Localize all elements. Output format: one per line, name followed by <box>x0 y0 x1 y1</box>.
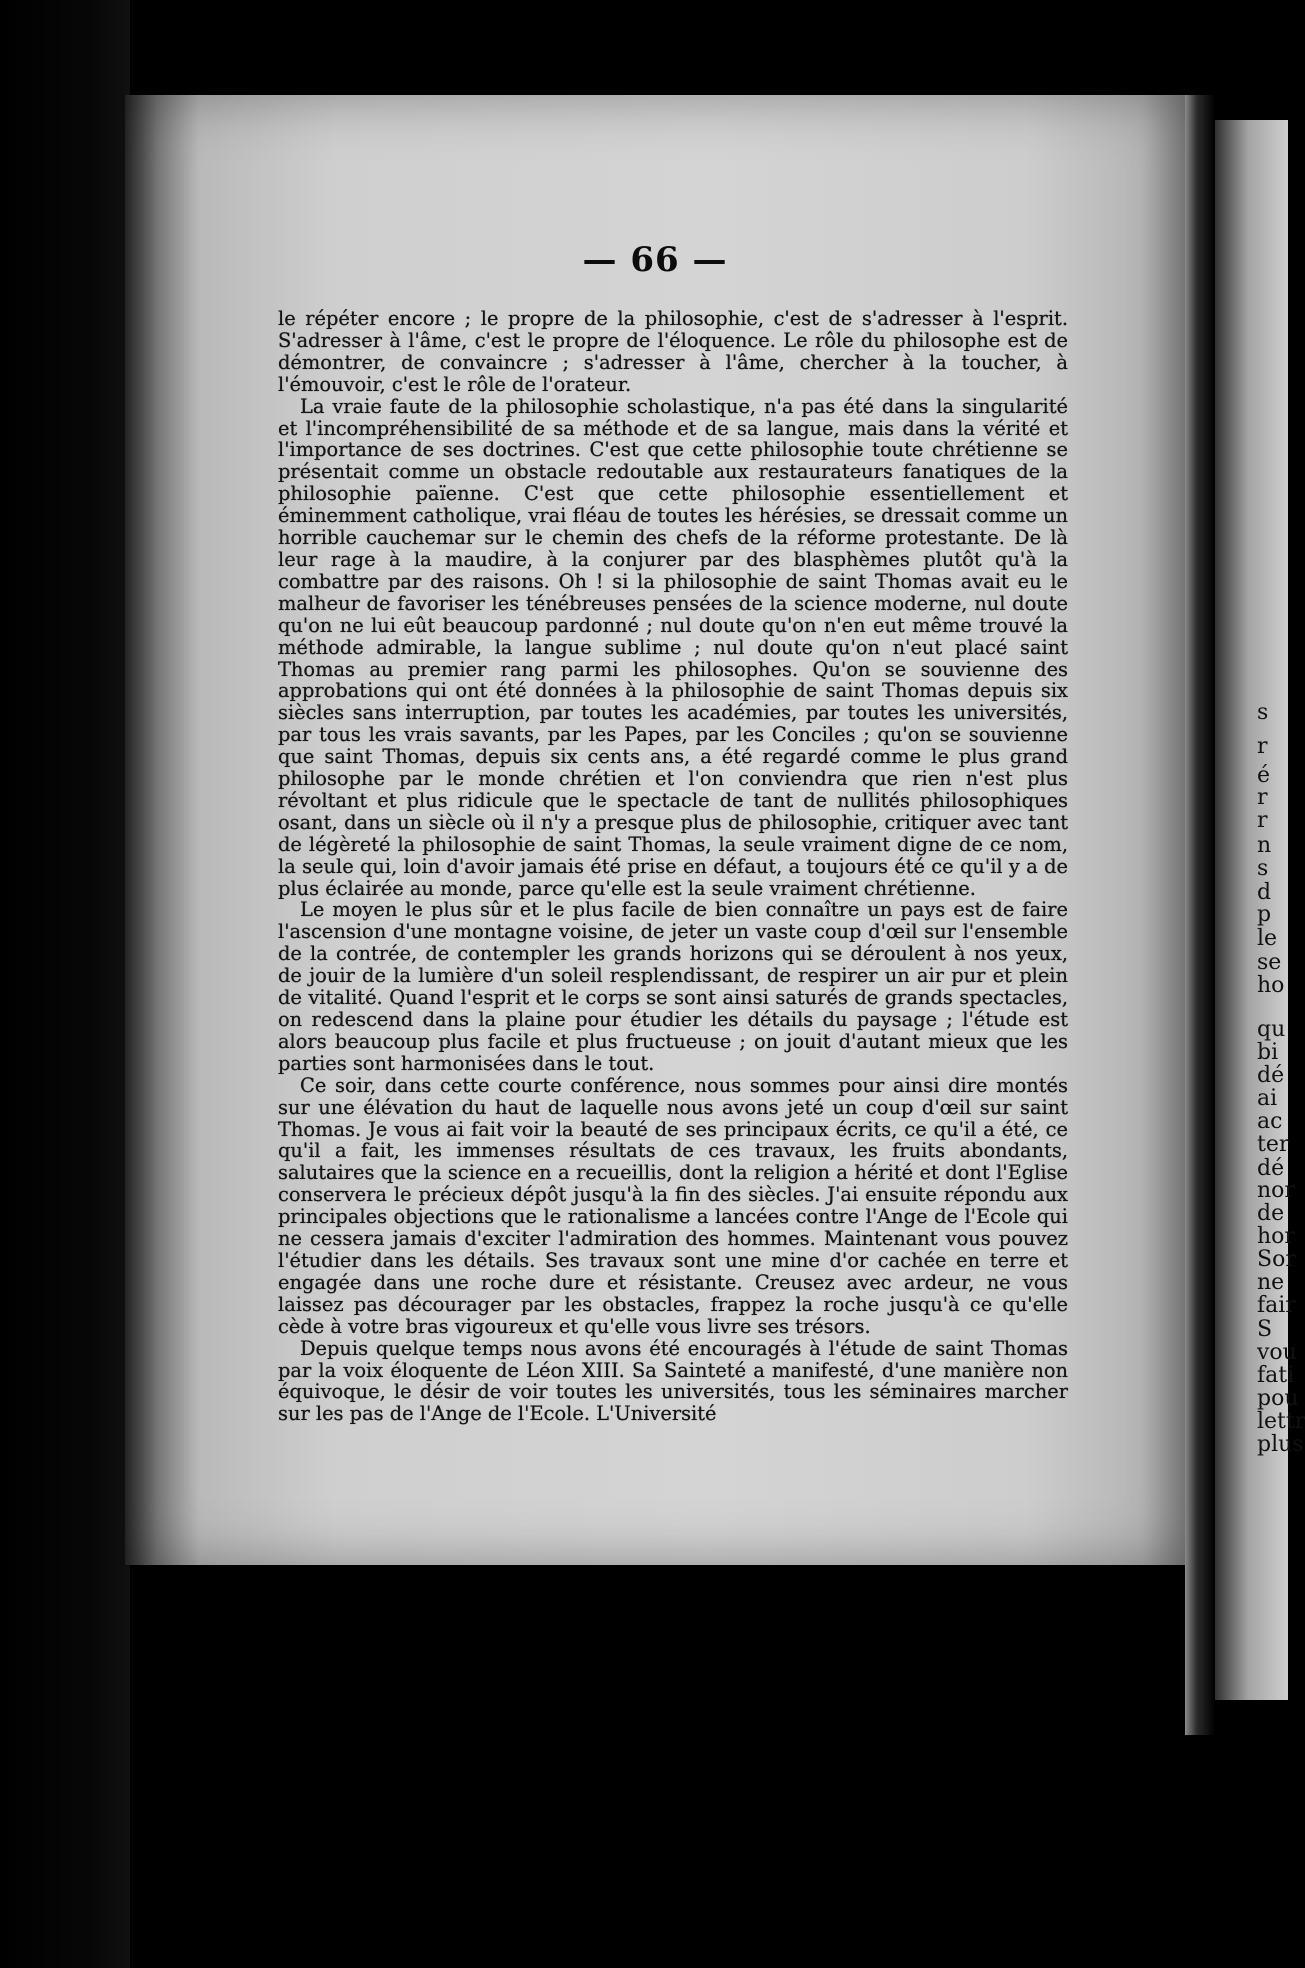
adjacent-page-fragment: s <box>1257 700 1269 725</box>
paragraph: Depuis quelque temps nous avons été encouragés à l'étude de saint Thomas par la voix éloquente de Léon XIII. Sa Sainteté a manifesté, d'une manière non équivoque, le désir de voir toutes les universités, tous les séminaires marcher sur les pas de l'Ange de l'Ecole. L'Université <box>278 1336 1068 1426</box>
adjacent-page-fragment: ter <box>1257 1132 1290 1157</box>
adjacent-page-edge <box>1215 120 1305 1700</box>
adjacent-page-fragment: n <box>1257 833 1272 858</box>
adjacent-page-fragment: hor <box>1257 1224 1295 1249</box>
adjacent-page-fragment: ac <box>1257 1109 1283 1134</box>
left-dark-margin <box>0 0 130 1968</box>
adjacent-page-fragment: s <box>1257 856 1269 881</box>
adjacent-page-fragment: S <box>1257 1317 1273 1342</box>
adjacent-page-fragment: ai <box>1257 1086 1278 1111</box>
adjacent-page-fragment: é <box>1257 763 1271 788</box>
paragraph: le répéter encore ; le propre de la philosophie, c'est de s'adresser à l'esprit. S'adresser à l'âme, c'est le propre de l'éloquence. Le rôle du philosophe est de démontrer, de convaincre ; s'adresser à l'âme, chercher à la toucher, à l'émouvoir, c'est le rôle de l'orateur. <box>278 307 1068 396</box>
adjacent-page-fragment: vou <box>1257 1340 1297 1365</box>
adjacent-page-fragment: plus <box>1257 1432 1304 1457</box>
adjacent-page-fragment: Sor <box>1257 1247 1296 1272</box>
adjacent-page-fragment: lettr <box>1257 1409 1305 1434</box>
adjacent-page-fragment: fair <box>1257 1293 1296 1318</box>
page-body <box>278 308 1068 1425</box>
adjacent-page-fragment: ne <box>1257 1270 1285 1295</box>
paragraph: Ce soir, dans cette courte conférence, nous sommes pour ainsi dire montés sur une élévation du haut de laquelle nous avons jeté un coup d'œil sur saint Thomas. Je vous ai fait voir la beauté de ses principaux écrits, ce qu'il a été, ce qu'il a fait, les immenses résultats de ces travaux, les fruits abondants, salutaires que la science en a recueillis, dont la religion a hérité et dont l'Eglise conservera le précieux dépôt jusqu'à la fin des siècles. J'ai ensuite répondu aux principales objections que le rationalisme a lancées contre l'Ange de l'Ecole qui ne cessera jamais d'exciter l'admiration des hommes. Maintenant vous pouvez l'étudier dans les détails. Ses travaux sont une mine d'or cachée en terre et engagée dans une roche dure et résistante. Creusez avec ardeur, ne vous laissez pas décourager par les obstacles, frappez la roche jusqu'à ce qu'elle cède à votre bras vigoureux et qu'elle vous livre ses trésors. <box>278 1073 1068 1338</box>
adjacent-page-fragment: r <box>1257 734 1268 759</box>
adjacent-page-fragment: r <box>1257 785 1268 810</box>
adjacent-page-fragment: fati <box>1257 1363 1295 1388</box>
adjacent-page-fragment: bi <box>1257 1040 1279 1065</box>
book-gutter <box>1185 95 1215 1735</box>
adjacent-page-fragment: r <box>1257 808 1268 833</box>
paragraph: La vraie faute de la philosophie scholastique, n'a pas été dans la singularité et l'incompréhensibilité de sa méthode et de sa langue, mais dans la vérité et l'importance de ses doctrines. C'est que cette philosophie toute chrétienne se présentait comme un obstacle redoutable aux restaurateurs fanatiques de la philosophie païenne. C'est que cette philosophie essentiellement et éminemment catholique, vrai fléau de toutes les hérésies, se dressait comme un horrible cauchemar sur le chemin des chefs de la réforme protestante. De là leur rage à la maudire, à la conjurer par des blasphèmes plutôt qu'à la combattre par des raisons. Oh ! si la philosophie de saint Thomas avait eu le malheur de favoriser les ténébreuses pensées de la science moderne, nul doute qu'on ne lui eût beaucoup pardonné ; nul doute qu'on n'en eut même trouvé la méthode admirable, la langue sublime ; nul doute qu'on n'eut placé saint Thomas au premier rang parmi les philosophes. Qu'on se souvienne des approbations qui ont été données à la philosophie de saint Thomas depuis six siècles sans interruption, par toutes les académies, par toutes les universités, par tous les vrais savants, par les Papes, par les Conciles ; qu'on se souvienne que saint Thomas, depuis six cents ans, a été regardé comme le plus grand philosophe par le monde chrétien et l'on conviendra que rien n'est plus révoltant et plus ridicule que le spectacle de tant de nullités philosophiques osant, dans un siècle où il n'y a presque plus de philosophie, critiquer avec tant de légèreté la philosophie de saint Thomas, la seule vraiment digne de ce nom, la seule qui, loin d'avoir jamais été prise en défaut, a toujours été ce qu'il y a de plus éclairée au monde, parce qu'elle est la seule vraiment chrétienne. <box>278 394 1068 900</box>
adjacent-page-fragment: le <box>1257 926 1278 951</box>
adjacent-page-fragment: qu <box>1257 1017 1286 1042</box>
adjacent-page-fragment: nor <box>1257 1178 1295 1203</box>
page-number: — 66 — <box>582 240 728 280</box>
adjacent-page-fragment: se <box>1257 950 1282 975</box>
adjacent-page-fragment: ho <box>1257 973 1285 998</box>
adjacent-page-fragment: d <box>1257 880 1272 905</box>
adjacent-page-fragment: p <box>1257 902 1272 927</box>
paragraph: Le moyen le plus sûr et le plus facile de bien connaître un pays est de faire l'ascension d'une montagne voisine, de jeter un vaste coup d'œil sur l'ensemble de la contrée, de contempler les grands horizons qui se déroulent à nos yeux, de jouir de la lumière d'un soleil resplendissant, de respirer un air pur et plein de vitalité. Quand l'esprit et le corps se sont ainsi saturés de grands spectacles, on redescend dans la plaine pour étudier les détails du paysage ; l'étude est alors beaucoup plus facile et plus fructueuse ; on jouit d'autant mieux que les parties sont harmonisées dans le tout. <box>278 898 1068 1075</box>
adjacent-page-fragment: de <box>1257 1201 1285 1226</box>
adjacent-page-fragment: pou <box>1257 1386 1299 1411</box>
adjacent-page-fragment: dé <box>1257 1063 1285 1088</box>
adjacent-page-fragment: dé <box>1257 1156 1285 1181</box>
